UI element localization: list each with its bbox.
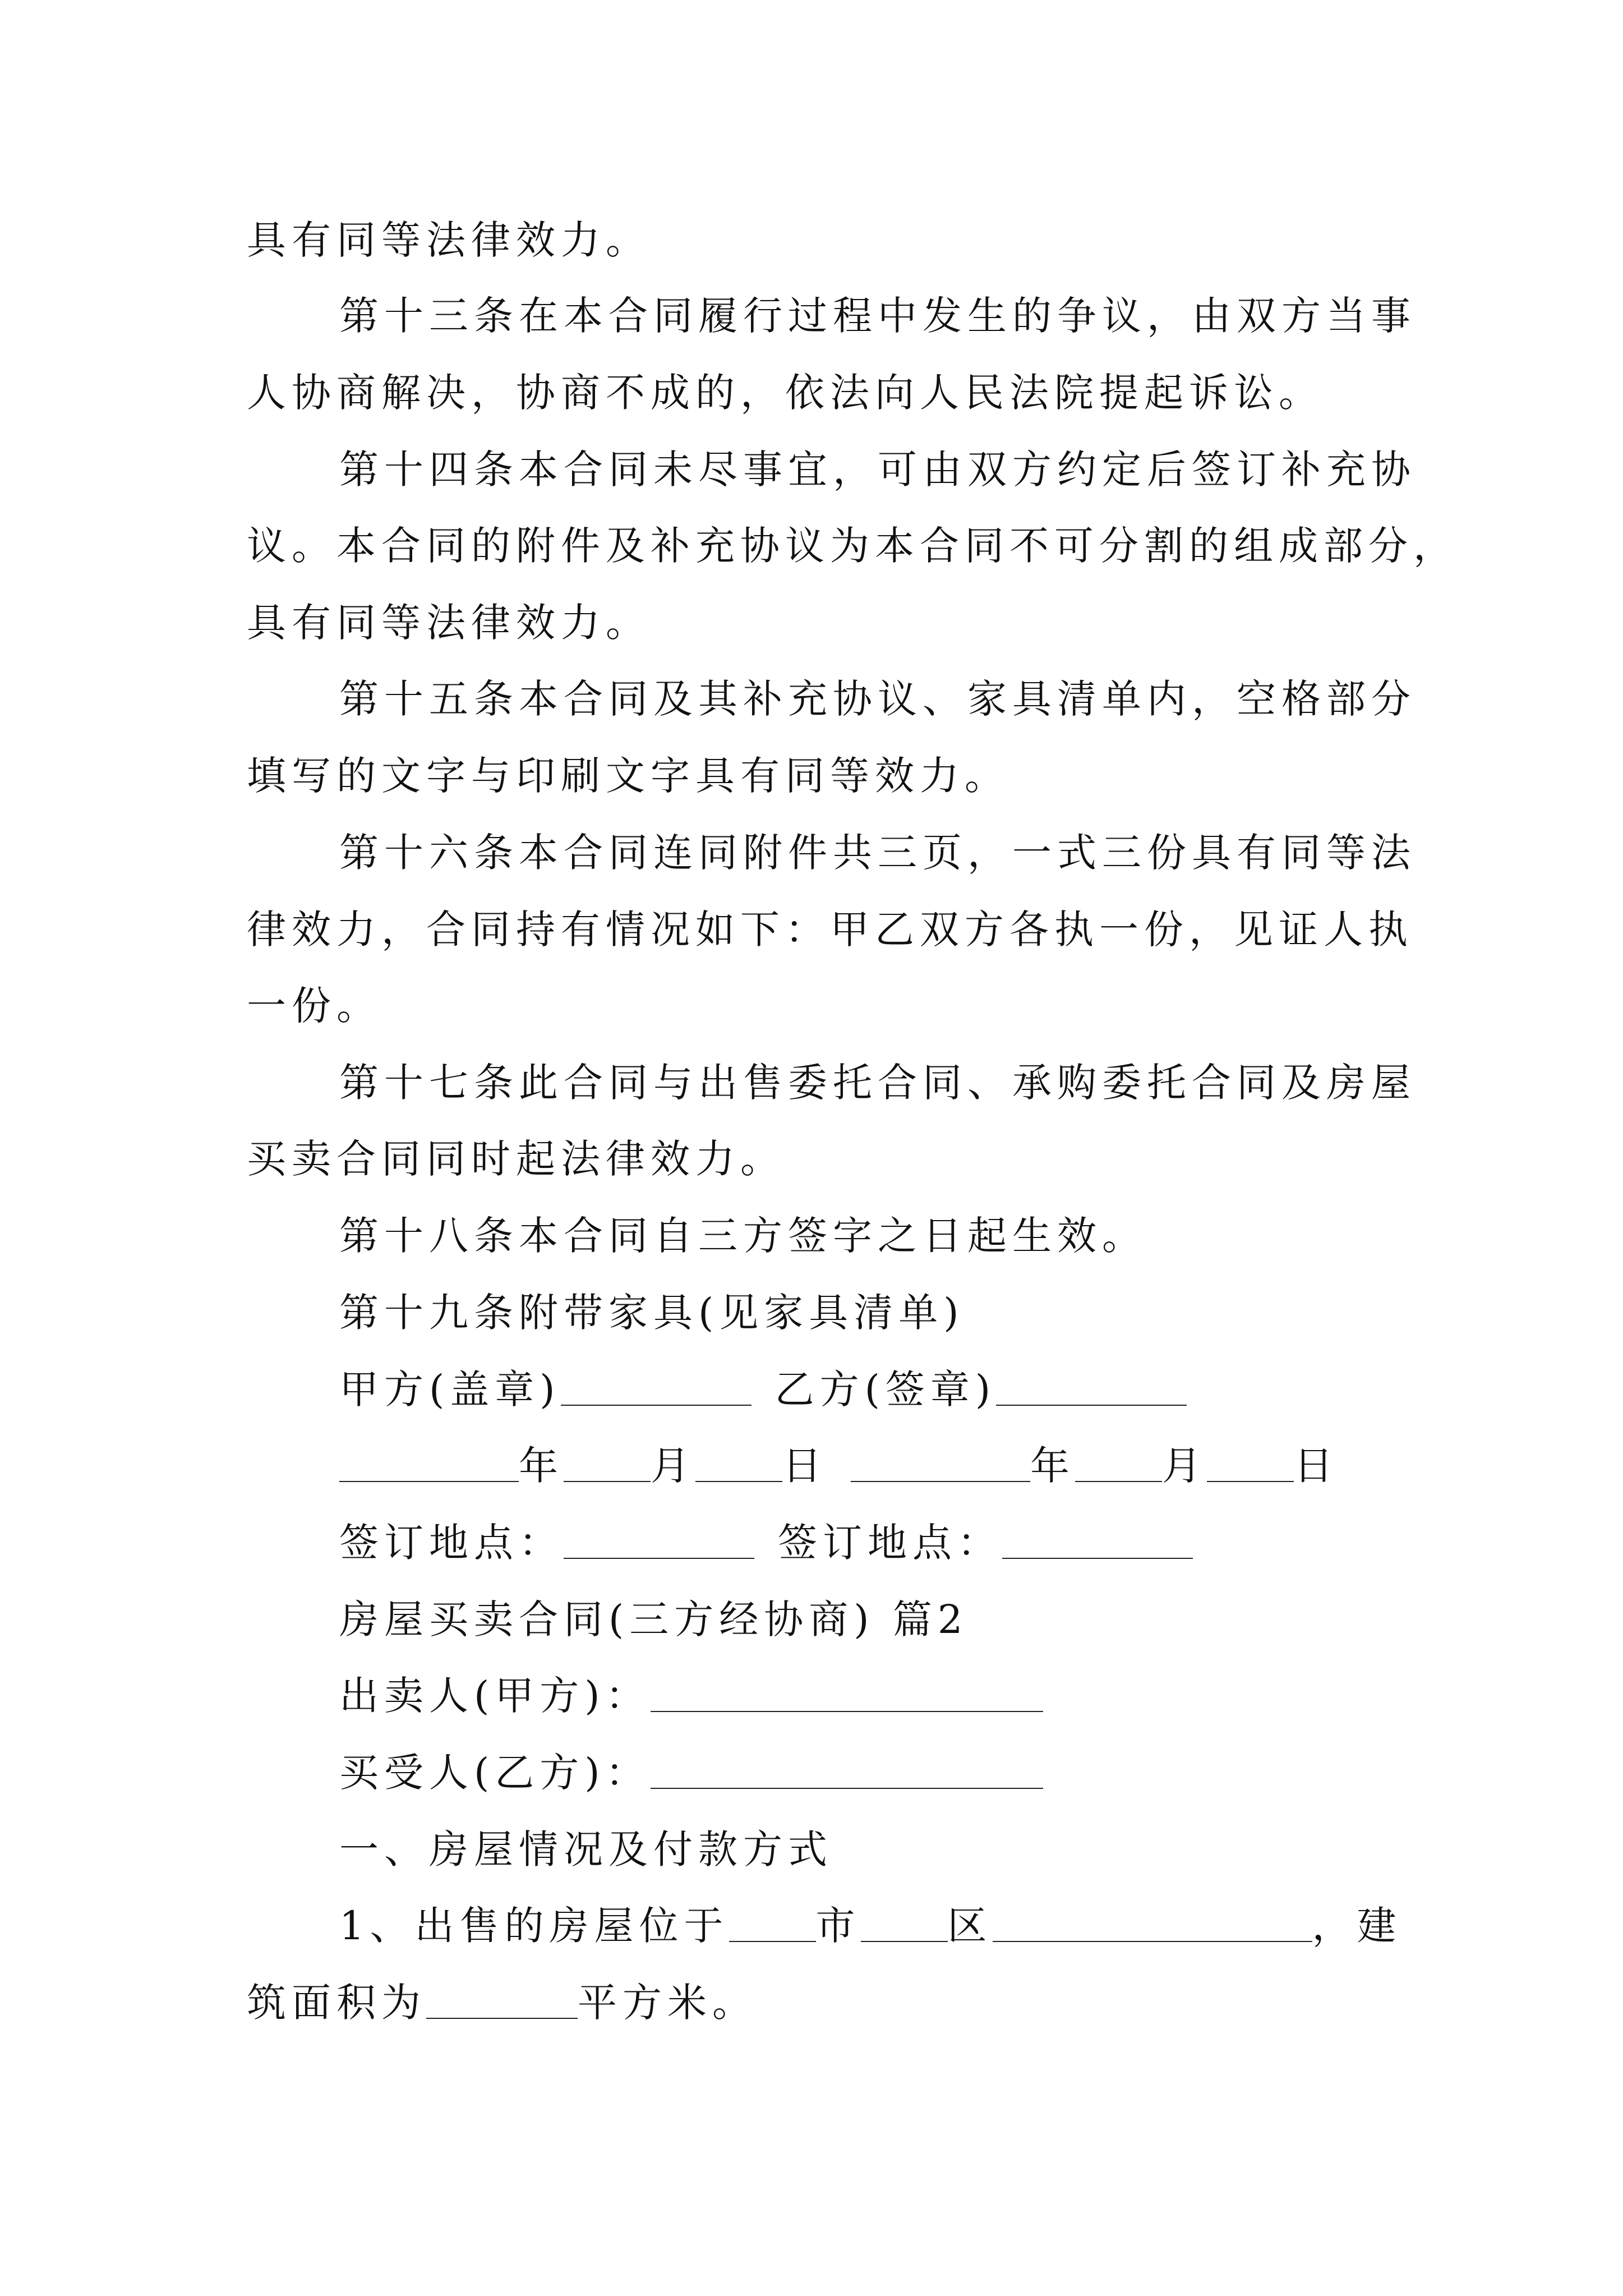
party-b-place-label: 签订地点：	[778, 1520, 1002, 1566]
buyer-row	[339, 1750, 1478, 1796]
article-15-line-2: 填写的文字与印刷文字具有同等效力。	[247, 753, 1009, 799]
district-blank[interactable]	[861, 1906, 948, 1942]
party-a-year-blank[interactable]	[339, 1446, 519, 1482]
day-label: 日	[1294, 1443, 1339, 1489]
area-blank[interactable]	[426, 1983, 578, 2019]
article-19: 第十九条附带家具(见家具清单)	[339, 1290, 965, 1336]
article-14-line-3: 具有同等法律效力。	[247, 600, 651, 646]
signature-date-row	[339, 1443, 1478, 1489]
buyer-label: 买受人(乙方)：	[339, 1750, 651, 1796]
section-1-heading: 一、房屋情况及付款方式	[339, 1826, 833, 1872]
city-label: 市	[815, 1903, 861, 1949]
party-b-sign-blank[interactable]	[996, 1370, 1187, 1406]
paragraph-12-ending: 具有同等法律效力。	[247, 217, 651, 263]
seller-blank[interactable]	[651, 1676, 1043, 1712]
district-label: 区	[947, 1903, 993, 1949]
day-label: 日	[782, 1443, 827, 1489]
address-blank[interactable]	[993, 1906, 1312, 1942]
article-13-line-2: 人协商解决，协商不成的，依法向人民法院提起诉讼。	[247, 370, 1324, 416]
article-16-line-3: 一份。	[247, 983, 381, 1029]
party-b-place-blank[interactable]	[1002, 1523, 1193, 1559]
area-prefix: 筑面积为	[247, 1980, 426, 2026]
article-13-line-1: 第十三条在本合同履行过程中发生的争议，由双方当事	[339, 293, 1416, 339]
party-b-year-blank[interactable]	[851, 1446, 1030, 1482]
seller-label: 出卖人(甲方)：	[339, 1673, 651, 1719]
month-label: 月	[1162, 1443, 1207, 1489]
contract-2-title: 房屋买卖合同(三方经协商) 篇2	[339, 1596, 969, 1642]
year-label: 年	[1030, 1443, 1075, 1489]
party-b-month-blank[interactable]	[1075, 1446, 1162, 1482]
party-a-place-blank[interactable]	[564, 1523, 754, 1559]
article-18: 第十八条本合同自三方签字之日起生效。	[339, 1213, 1147, 1259]
item-1-suffix: ，建	[1312, 1903, 1402, 1949]
year-label: 年	[519, 1443, 564, 1489]
article-16-line-2: 律效力，合同持有情况如下：甲乙双方各执一份，见证人执	[247, 907, 1413, 953]
party-a-place-label: 签订地点：	[339, 1520, 564, 1566]
article-14-line-2: 议。本合同的附件及补充协议为本合同不可分割的组成部分，	[247, 523, 1458, 569]
party-a-month-blank[interactable]	[564, 1446, 651, 1482]
party-b-day-blank[interactable]	[1207, 1446, 1294, 1482]
seller-row	[339, 1673, 1478, 1719]
article-17-line-1: 第十七条此合同与出售委托合同、承购委托合同及房屋	[339, 1060, 1416, 1106]
party-a-seal-blank[interactable]	[561, 1370, 751, 1406]
city-blank[interactable]	[729, 1906, 816, 1942]
item-1-line-1	[339, 1903, 1478, 1949]
buyer-blank[interactable]	[651, 1753, 1043, 1789]
item-1-line-2	[247, 1980, 1385, 2026]
article-14-line-1: 第十四条本合同未尽事宜，可由双方约定后签订补充协	[339, 447, 1416, 493]
signature-parties-row	[339, 1366, 1478, 1412]
article-15-line-1: 第十五条本合同及其补充协议、家具清单内，空格部分	[339, 676, 1416, 722]
party-b-sign-label: 乙方(签章)	[774, 1366, 997, 1412]
area-suffix: 平方米。	[578, 1980, 757, 2026]
month-label: 月	[651, 1443, 695, 1489]
article-16-line-1: 第十六条本合同连同附件共三页，一式三份具有同等法	[339, 830, 1416, 876]
article-17-line-2: 买卖合同同时起法律效力。	[247, 1136, 785, 1182]
party-a-day-blank[interactable]	[695, 1446, 782, 1482]
party-a-seal-label: 甲方(盖章)	[339, 1366, 561, 1412]
signing-place-row	[339, 1520, 1478, 1566]
item-1-prefix: 1、出售的房屋位于	[339, 1903, 729, 1949]
